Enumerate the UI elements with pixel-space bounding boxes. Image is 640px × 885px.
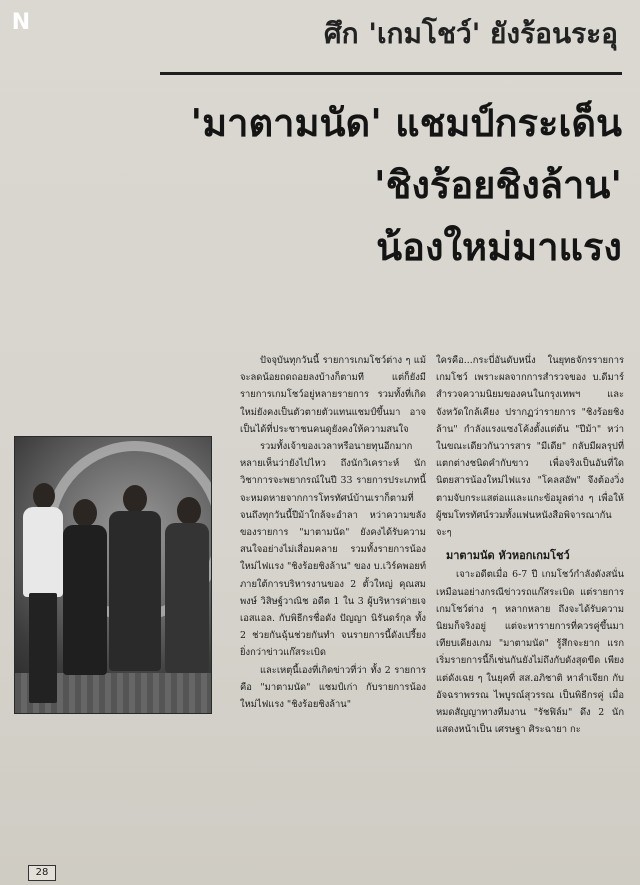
n-logo: N [11, 10, 31, 35]
page-number: 28 [28, 865, 56, 881]
paragraph: ใครคือ...กระบี่อันดับหนึ่ง ในยุทธจักรรายการเกมโชว์ เพราะผลจากการสำรวจของ บ.ดีมาร์สำรวจความนิยมของคนในกรุงเทพฯ และจังหวัดใกล้เคียง ปรากฏว่ารายการ "ชิงร้อยชิงล้าน" กำลังแรงแซงโค้งตั้งแต่ต้น "ปีม้า" หว่าในขณะเดียวกันวารสาร "มีเดีย" กลับมีผลรุปที่แตกต่างชนิดคำกับขาว เพื่อจริงเป็นอันที่ใด นิตยสารน้องใหม่ไฟแรง "โคลสอัพ" จึงต้องวิ่งตามจับกระแสต่อแและแกะข้อมูลต่าง ๆ เพื่อให้ผู้ชมโทรทัศน์รวมทั้งแฟนหนังสือพิจารณากันจะๆ [436, 355, 624, 539]
paragraph: รวมทั้งเจ้าของเวลาหรือนายทุนอีกมากหลายเห็นว่ายังไปไหว ถึงนักวิเคราะห์ นักวิชาการจะพยากรณ์ในปี 33 รายการประเภทนี้จะหมดหายจากการโทรทัศน์บ้านเราก็ตามที่ จนถึงทุกวันนี้ปีม้าใกล้จะอำลา หว่าความขลังของรายการ "มาตามนัด" ยังคงได้รับความสนใจอย่างไม่เสื่อมคลาย รวมทั้งรายการน้องใหม่ไฟแรง "ชิงร้อยชิงล้าน" ของ บ.เวิร์คพอยท์ ภายใต้การบริหารงานของ 2 ตั้วใหญ่ คุณสมพงษ์ วิสิษฐ์วาณิช อดีต 1 ใน 3 ผู้บริหารค่ายเจเอสแอล. กับพิธีกรชื่อดัง ปัญญา นิรันดร์กุล ทั้ง 2 ช่วยกันฉุ้นช่วยกันทำ จนรายการนี้ดังเปรี้ยงยิ่งกว่าข่าวแก๊สระเบิด [240, 441, 426, 659]
headline-line-1: 'มาตามนัด' แชมป์กระเด็น [190, 100, 622, 145]
headline-line-2: 'ชิงร้อยชิงล้าน' [373, 162, 622, 207]
kicker-rule [160, 72, 622, 75]
article-headline [152, 92, 622, 278]
game-show-photo [14, 436, 212, 714]
headline-line-3: น้องใหม่มาแรง [376, 224, 622, 269]
section-subhead: มาตามนัด หัวหอกเกมโชว์ [446, 549, 570, 563]
article-column-2 [436, 352, 624, 738]
article-column-1 [240, 352, 426, 713]
paragraph: เจาะอดีตเมื่อ 6-7 ปี เกมโชว์กำลังดังสนั่นเหมือนอย่างกรณีข่าวรถแก๊สระเบิด แต่รายการเกมโชว์ต่าง ๆ หลากหลาย ถึงจะได้รับความนิยมก็จริงอยู่ แต่จะหารายการที่ควรคู่ขึ้นมาเทียบเคียงเกม "มาตามนัด" รู้สึกจะยาก แรกเริ่มรายการนี้ก็เช่นกันยังไม่ถึงกับดังสุดขีด เพียงแต่ดังเฉย ๆ ในยุคที่ สส.อภิชาติ หาลำเจียก กับ อัจฉราพรรณ ไพบูรณ์สุวรรณ เป็นพิธีกรคู่ เมื่อหมดสัญญาทางทีมงาน "รัชฟิล์ม" ดึง 2 นักแสดงหน้าเป็น เศรษฐา ศิระฉายา กะ [436, 569, 624, 736]
paragraph: ปัจจุบันทุกวันนี้ รายการเกมโชว์ต่าง ๆ แม้จะลดน้อยถดถอยลงบ้างก็ตามที แต่ก็ยังมีรายการเกมโชว์อยู่หลายรายการ รวมทั้งที่เกิดใหม่ยังคงเป็นตัวตายตัวแทนแชมป์ขึ้นมา อาจเป็นได้ที่ประชาชนคนดูยังคงให้ความสนใจ [240, 355, 426, 435]
article-kicker: ศึก 'เกมโชว์' ยังร้อนระอุ [323, 17, 618, 50]
paragraph: และเหตุนี้เองที่เกิดข่าวที่ว่า ทั้ง 2 รายการคือ "มาตามนัด" แชมป์เก่า กับรายการน้องใหม่ไฟแรง "ชิงร้อยชิงล้าน" [240, 664, 426, 711]
